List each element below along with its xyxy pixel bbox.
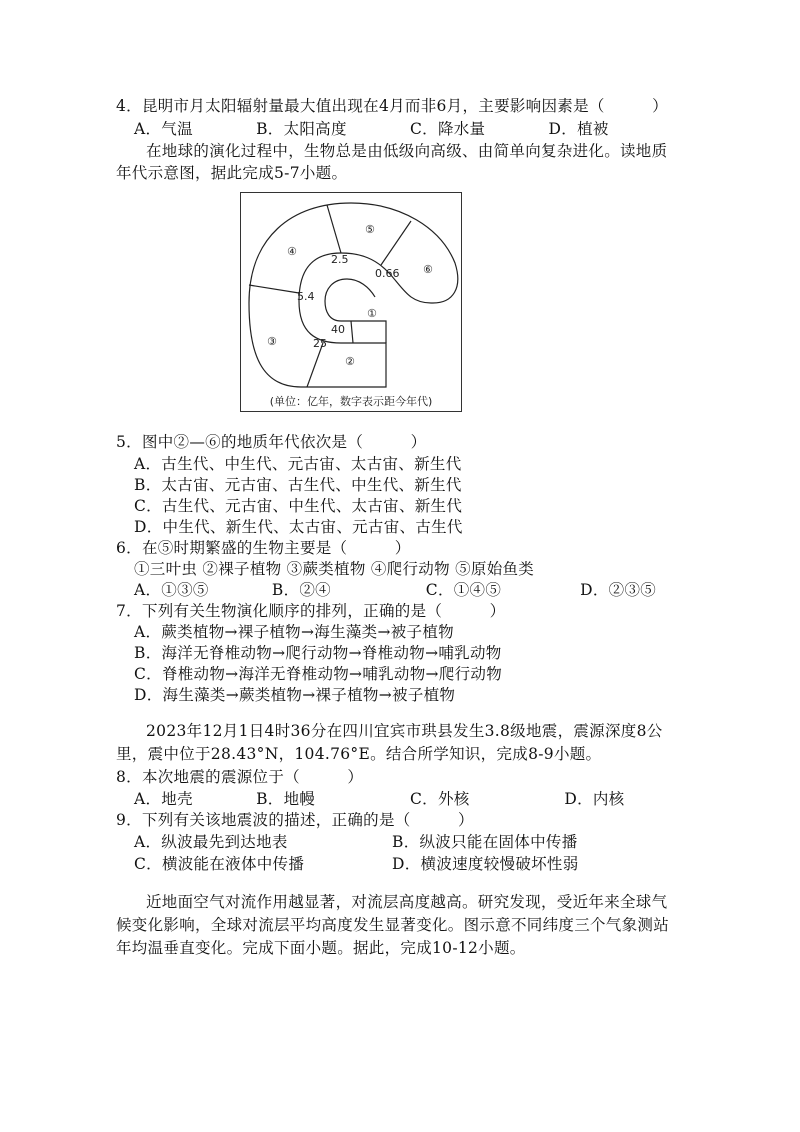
- q5-stem: 5．图中②—⑥的地质年代依次是（ ）: [116, 433, 427, 451]
- q7-option-b: B．海洋无脊椎动物→爬行动物→脊椎动物→哺乳动物: [134, 644, 502, 662]
- spiral-diagram: [241, 193, 461, 411]
- intro-10-12-line2: 候变化影响，全球对流层平均高度发生显著变化。图示意不同纬度三个气象测站: [116, 916, 670, 934]
- q6-stem: 6．在⑤时期繁盛的生物主要是（ ）: [116, 539, 411, 557]
- intro-10-12-line3: 年均温垂直变化。完成下面小题。据此，完成10-12小题。: [116, 939, 526, 957]
- q9-option-d: D．横波速度较慢破坏性弱: [392, 855, 579, 873]
- region-label-1: ①: [367, 307, 377, 320]
- age-label-5-4: 5.4: [297, 290, 315, 303]
- q4-stem: 4．昆明市月太阳辐射量最大值出现在4月而非6月，主要影响因素是（ ）: [116, 97, 668, 115]
- q5-option-d: D．中生代、新生代、太古宙、元古宙、古生代: [134, 518, 463, 536]
- region-label-5: ⑤: [365, 223, 375, 236]
- q8-stem: 8．本次地震的震源位于（ ）: [116, 768, 364, 786]
- q8-options: A．地壳 B．地幔 C．外核 D．内核: [134, 790, 625, 808]
- q7-option-c: C．脊椎动物→海洋无脊椎动物→哺乳动物→爬行动物: [134, 665, 503, 683]
- age-label-2-5: 2.5: [331, 253, 349, 266]
- q5-option-c: C．古生代、元古宙、中生代、太古宙、新生代: [134, 497, 463, 515]
- q9-option-b: B．纵波只能在固体中传播: [392, 833, 578, 851]
- region-label-3: ③: [267, 335, 277, 348]
- intro-10-12-line1: 近地面空气对流作用越显著，对流层高度越高。研究发现，受近年来全球气: [146, 893, 668, 911]
- q6-items: ①三叶虫 ②裸子植物 ③蕨类植物 ④爬行动物 ⑤原始鱼类: [134, 560, 535, 578]
- q5-option-a: A．古生代、中生代、元古宙、太古宙、新生代: [134, 455, 462, 473]
- q4-options: A．气温 B．太阳高度 C．降水量 D．植被: [134, 120, 609, 138]
- intro-8-9-line2: 里，震中位于28.43°N，104.76°E。结合所学知识，完成8-9小题。: [116, 745, 602, 763]
- figure-caption: (单位：亿年，数字表示距今年代): [269, 395, 433, 408]
- divider-3-4: [249, 285, 299, 293]
- q7-stem: 7．下列有关生物演化顺序的排列，正确的是（ ）: [116, 602, 506, 620]
- divider-4-5: [327, 205, 341, 253]
- region-label-2: ②: [345, 355, 355, 368]
- q6-options: A．①③⑤ B．②④ C．①④⑤ D．②③⑤: [134, 581, 657, 599]
- q7-option-a: A．蕨类植物→裸子植物→海生藻类→被子植物: [134, 623, 454, 641]
- divider-1-2: [351, 321, 353, 343]
- q5-option-b: B．太古宙、元古宙、古生代、中生代、新生代: [134, 476, 462, 494]
- region-label-4: ④: [287, 245, 297, 258]
- intro-8-9-line1: 2023年12月1日4时36分在四川宜宾市珙县发生3.8级地震，震源深度8公: [146, 722, 663, 740]
- age-label-0-66: 0.66: [375, 267, 400, 280]
- age-label-25: 25: [313, 337, 327, 350]
- age-label-40: 40: [331, 323, 345, 336]
- q7-option-d: D．海生藻类→蕨类植物→裸子植物→被子植物: [134, 686, 456, 704]
- geologic-time-figure: [240, 192, 462, 412]
- q9-option-a: A．纵波最先到达地表: [134, 833, 288, 851]
- intro-5-7-line1: 在地球的演化过程中，生物总是由低级向高级、由简单向复杂进化。读地质: [146, 142, 668, 160]
- divider-5-6: [381, 221, 411, 265]
- intro-5-7-line2: 年代示意图，据此完成5-7小题。: [116, 164, 348, 182]
- region-label-6: ⑥: [423, 263, 433, 276]
- q9-option-c: C．横波能在液体中传播: [134, 855, 305, 873]
- q9-stem: 9．下列有关该地震波的描述，正确的是（ ）: [116, 811, 474, 829]
